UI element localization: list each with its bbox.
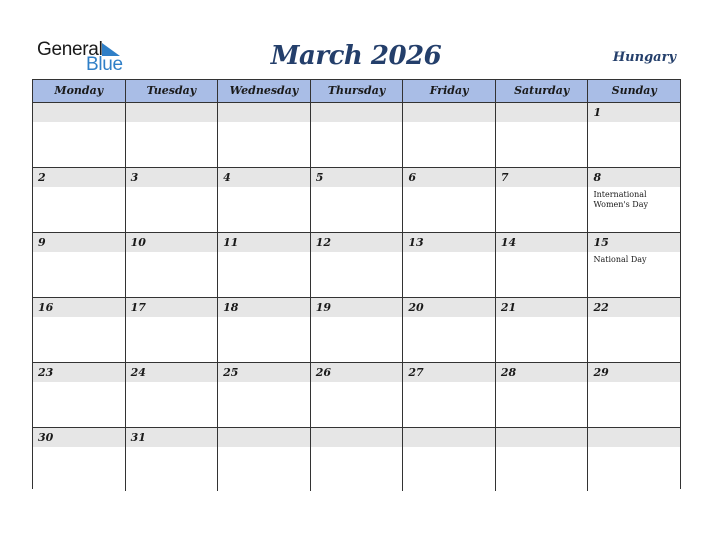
day-cell xyxy=(311,428,404,491)
week-row xyxy=(33,428,680,491)
day-number: 21 xyxy=(500,301,517,314)
day-cell xyxy=(218,168,311,232)
day-number: 9 xyxy=(38,236,46,249)
day-number: 12 xyxy=(315,236,332,249)
day-number: 4 xyxy=(223,171,231,184)
week-row xyxy=(33,233,680,298)
day-number-bar xyxy=(33,363,125,382)
day-number-bar xyxy=(126,428,218,447)
day-cell xyxy=(126,103,219,167)
day-cell xyxy=(311,168,404,232)
day-cell xyxy=(218,233,311,297)
day-cell xyxy=(403,103,496,167)
day-cell xyxy=(403,233,496,297)
day-number-bar xyxy=(403,428,495,447)
day-number: 23 xyxy=(38,366,54,379)
calendar-title: March 2026 xyxy=(270,41,442,71)
day-cell xyxy=(126,298,219,362)
day-cell xyxy=(496,233,589,297)
day-cell xyxy=(33,233,126,297)
day-number-bar xyxy=(588,233,680,252)
day-number: 31 xyxy=(130,431,146,444)
day-number: 8 xyxy=(593,171,602,184)
day-number-bar xyxy=(496,428,588,447)
day-number-bar xyxy=(311,233,403,252)
calendar-grid xyxy=(32,79,681,489)
day-number: 18 xyxy=(223,301,239,314)
day-number-bar xyxy=(311,168,403,187)
day-cell xyxy=(403,298,496,362)
day-number-bar xyxy=(33,103,125,122)
day-number-bar xyxy=(311,428,403,447)
weeks-container xyxy=(33,103,680,491)
day-number-bar xyxy=(126,103,218,122)
day-cell xyxy=(588,298,680,362)
day-cell xyxy=(218,103,311,167)
day-number-bar xyxy=(588,168,680,187)
weekday-friday: Friday xyxy=(403,80,496,102)
day-number-bar xyxy=(496,168,588,187)
day-number: 10 xyxy=(130,236,146,249)
day-cell xyxy=(496,103,589,167)
day-number-bar xyxy=(588,428,680,447)
day-number-bar xyxy=(496,233,588,252)
day-number-bar xyxy=(218,428,310,447)
day-number-bar xyxy=(588,298,680,317)
day-cell xyxy=(218,363,311,427)
weekday-thursday: Thursday xyxy=(311,80,404,102)
day-cell xyxy=(496,428,589,491)
holiday-label: International Women's Day xyxy=(593,190,648,209)
day-number-bar xyxy=(403,298,495,317)
day-number-bar xyxy=(496,363,588,382)
day-number: 30 xyxy=(38,431,54,444)
weekday-header-row xyxy=(33,80,680,103)
day-number-bar xyxy=(33,298,125,317)
day-number: 27 xyxy=(408,366,424,379)
day-cell xyxy=(588,103,680,167)
day-cell xyxy=(403,363,496,427)
day-number: 28 xyxy=(500,366,517,379)
weekday-saturday: Saturday xyxy=(496,80,589,102)
day-cell xyxy=(33,428,126,491)
day-number-bar xyxy=(403,103,495,122)
day-cell xyxy=(496,168,589,232)
day-cell xyxy=(588,168,680,232)
week-row xyxy=(33,168,680,233)
day-number-bar xyxy=(126,233,218,252)
day-number: 6 xyxy=(408,171,416,184)
week-row xyxy=(33,103,680,168)
day-cell xyxy=(588,428,680,491)
day-number: 5 xyxy=(315,171,324,184)
weekday-tuesday: Tuesday xyxy=(126,80,219,102)
day-number-bar xyxy=(33,233,125,252)
day-number: 17 xyxy=(130,301,146,314)
day-number: 7 xyxy=(500,171,509,184)
day-number: 2 xyxy=(38,171,46,184)
day-number-bar xyxy=(311,298,403,317)
day-cell xyxy=(126,168,219,232)
day-number-bar xyxy=(126,168,218,187)
day-number-bar xyxy=(311,363,403,382)
day-number-bar xyxy=(311,103,403,122)
day-number-bar xyxy=(496,298,588,317)
day-number: 3 xyxy=(130,171,139,184)
day-number-bar xyxy=(126,298,218,317)
day-number: 26 xyxy=(315,366,332,379)
day-number: 25 xyxy=(223,366,239,379)
day-number-bar xyxy=(403,233,495,252)
day-cell xyxy=(403,168,496,232)
day-cell xyxy=(126,428,219,491)
day-number: 29 xyxy=(593,366,609,379)
day-number-bar xyxy=(588,363,680,382)
day-cell xyxy=(218,298,311,362)
day-number: 13 xyxy=(408,236,424,249)
day-cell xyxy=(126,233,219,297)
day-cell xyxy=(588,233,680,297)
day-number: 19 xyxy=(315,301,332,314)
day-number-bar xyxy=(218,298,310,317)
logo-text-blue: Blue xyxy=(86,54,123,75)
day-cell xyxy=(33,168,126,232)
day-cell xyxy=(588,363,680,427)
day-number-bar xyxy=(33,168,125,187)
day-number-bar xyxy=(218,103,310,122)
day-cell xyxy=(311,363,404,427)
weekday-sunday: Sunday xyxy=(611,84,657,97)
day-number-bar xyxy=(496,103,588,122)
country-label: Hungary xyxy=(612,50,676,65)
day-cell xyxy=(403,428,496,491)
weekday-monday: Monday xyxy=(33,80,126,102)
day-number: 24 xyxy=(130,366,146,379)
day-cell xyxy=(496,363,589,427)
day-number: 16 xyxy=(38,301,54,314)
day-cell xyxy=(311,233,404,297)
week-row xyxy=(33,298,680,363)
logo-text-general: General xyxy=(37,39,103,60)
day-number: 1 xyxy=(593,106,602,119)
day-number: 11 xyxy=(223,236,239,249)
day-number-bar xyxy=(588,103,680,122)
week-row xyxy=(33,363,680,428)
day-number: 22 xyxy=(593,301,609,314)
day-cell xyxy=(33,298,126,362)
day-number-bar xyxy=(218,363,310,382)
day-number-bar xyxy=(33,428,125,447)
day-cell xyxy=(33,103,126,167)
day-cell xyxy=(311,298,404,362)
day-number-bar xyxy=(218,168,310,187)
day-cell xyxy=(33,363,126,427)
day-cell xyxy=(311,103,404,167)
day-number: 14 xyxy=(500,236,517,249)
day-number-bar xyxy=(403,168,495,187)
day-cell xyxy=(218,428,311,491)
weekday-wednesday: Wednesday xyxy=(218,80,311,102)
day-number: 15 xyxy=(593,236,609,249)
holiday-label: National Day xyxy=(593,255,647,264)
day-cell xyxy=(126,363,219,427)
day-number-bar xyxy=(218,233,310,252)
day-cell xyxy=(496,298,589,362)
day-number: 20 xyxy=(408,301,424,314)
day-number-bar xyxy=(403,363,495,382)
day-number-bar xyxy=(126,363,218,382)
